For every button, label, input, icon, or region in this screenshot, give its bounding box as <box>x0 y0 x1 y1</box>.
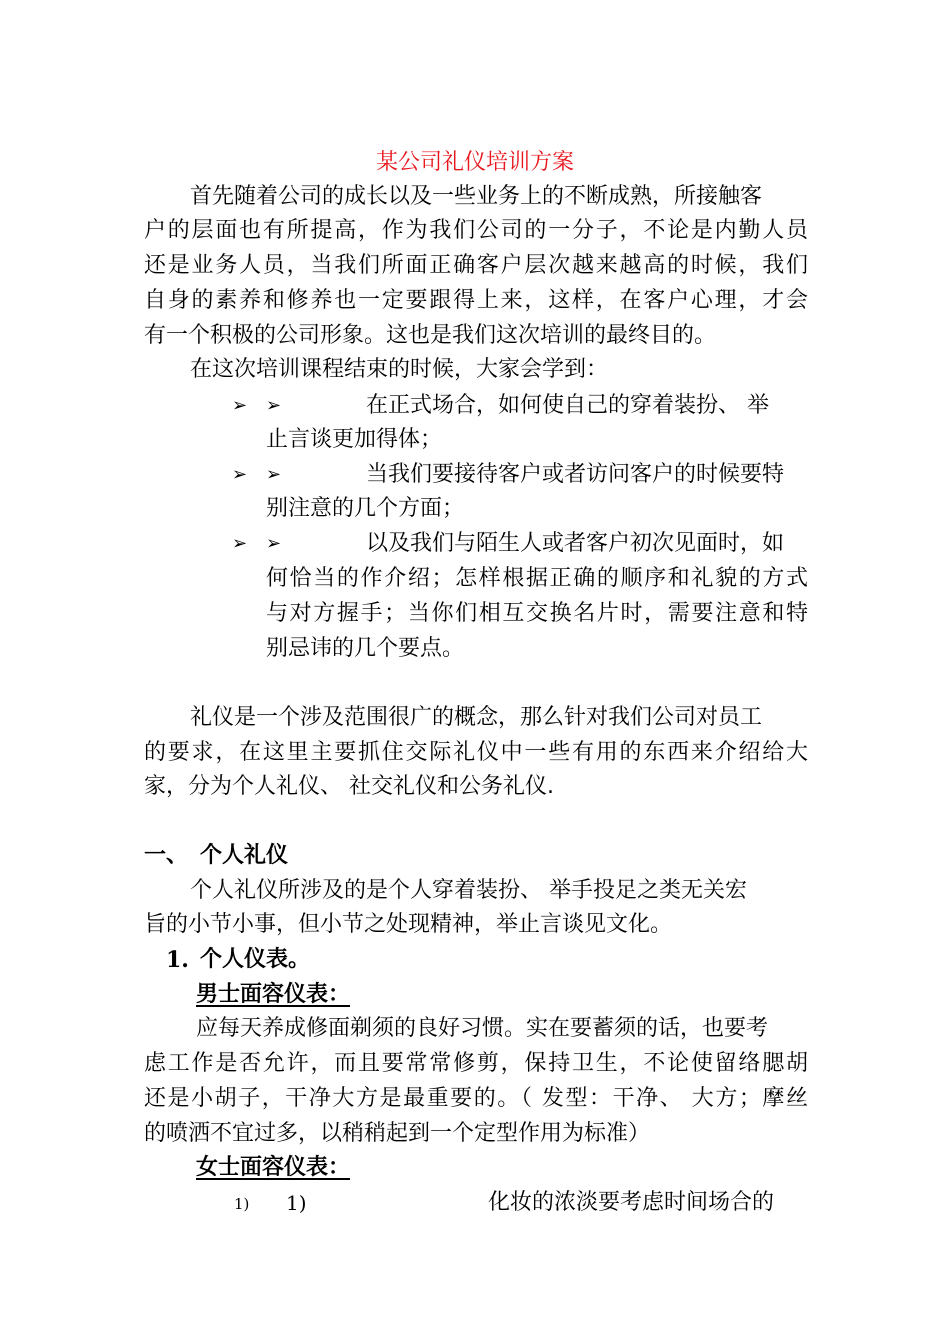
subsection-heading: 个人仪表。 <box>200 947 311 972</box>
men-line: 还是小胡子，干净大方是最重要的。（ 发型：干净、 大方；摩丝 <box>144 1086 808 1111</box>
intro-line: 自身的素养和修养也一定要跟得上来，这样，在客户心理，才会 <box>144 288 808 313</box>
bullet-line: 止言谈更加得体； <box>266 427 443 452</box>
section-line: 旨的小节小事，但小节之处现精神，举止言谈见文化。 <box>144 912 673 937</box>
men-heading: 男士面容仪表： <box>196 982 351 1007</box>
bullet-line: 与对方握手；当你们相互交换名片时，需要注意和特 <box>266 601 808 626</box>
intro-line: 还是业务人员，当我们所面正确客户层次越来越高的时候，我们 <box>144 253 808 278</box>
scope-line: 的要求，在这里主要抓住交际礼仪中一些有用的东西来介绍给大 <box>144 740 808 765</box>
scope-line: 家，分为个人礼仪、 社交礼仪和公务礼仪. <box>144 774 554 799</box>
bullet-line: 何恰当的作介绍；怎样根据正确的顺序和礼貌的方式 <box>266 566 808 591</box>
list-number-small: 1) <box>234 1195 250 1213</box>
men-line: 的喷洒不宜过多，以稍稍起到一个定型作用为标准） <box>144 1121 651 1146</box>
scope-line: 礼仪是一个涉及范围很广的概念，那么针对我们公司对员工 <box>190 705 763 730</box>
women-heading: 女士面容仪表： <box>196 1155 351 1180</box>
learn-intro: 在这次培训课程结束的时候，大家会学到： <box>190 357 609 382</box>
section-line: 个人礼仪所涉及的是个人穿着装扮、 举手投足之类无关宏 <box>190 878 747 903</box>
intro-line: 首先随着公司的成长以及一些业务上的不断成熟，所接触客 <box>190 184 763 209</box>
intro-line: 户的层面也有所提高，作为我们公司的一分子，不论是内勤人员 <box>144 218 808 243</box>
bullet-line: 以及我们与陌生人或者客户初次见面时，如 <box>366 531 785 556</box>
bullet-line: 在正式场合，如何使自己的穿着装扮、 举 <box>366 393 769 418</box>
bullet-arrow-icon: ➢ <box>232 395 248 416</box>
men-line: 虑工作是否允许，而且要常常修剪，保持卫生，不论使留络腮胡 <box>144 1051 808 1076</box>
bullet-arrow-icon: ➢ <box>266 464 282 485</box>
list-number: 1) <box>286 1191 307 1215</box>
bullet-arrow-icon: ➢ <box>232 464 248 485</box>
intro-line: 有一个积极的公司形象。这也是我们这次培训的最终目的。 <box>144 323 717 348</box>
women-item-text: 化妆的浓淡要考虑时间场合的 <box>488 1190 775 1215</box>
subsection-number: 1. <box>166 947 189 973</box>
bullet-arrow-icon: ➢ <box>266 533 282 554</box>
section-number: 一、 <box>144 843 189 868</box>
men-line: 应每天养成修面剃须的良好习惯。实在要蓄须的话，也要考 <box>196 1016 769 1041</box>
bullet-arrow-icon: ➢ <box>266 395 282 416</box>
section-heading: 个人礼仪 <box>200 843 289 868</box>
bullet-line: 当我们要接待客户或者访问客户的时候要特 <box>366 462 785 487</box>
document-title: 某公司礼仪培训方案 <box>375 150 574 175</box>
bullet-arrow-icon: ➢ <box>232 533 248 554</box>
bullet-line: 别注意的几个方面； <box>266 496 465 521</box>
bullet-line: 别忌讳的几个要点。 <box>266 636 465 661</box>
